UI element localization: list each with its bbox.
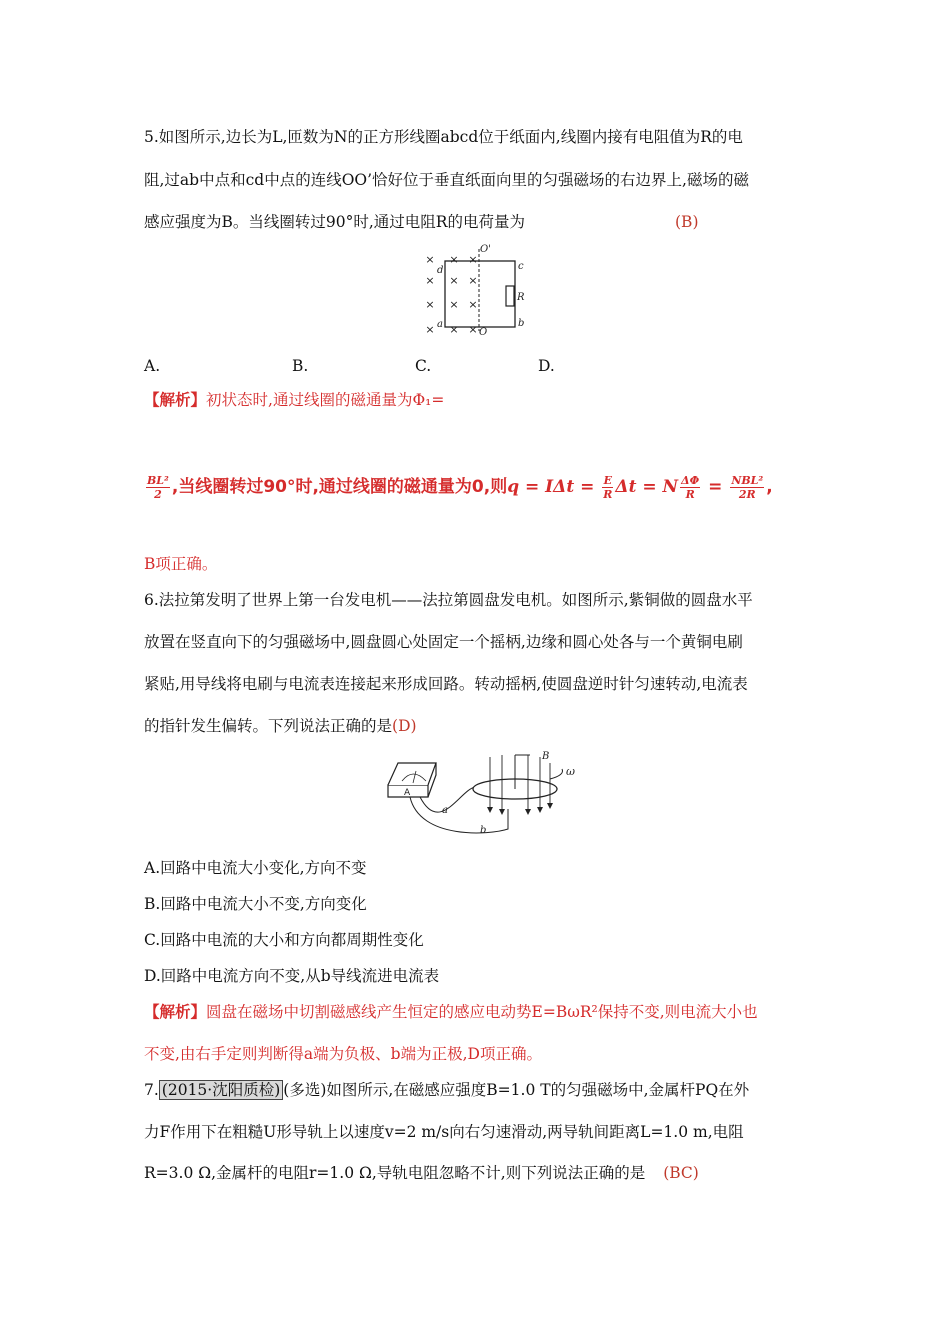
cross-mark: × [425, 253, 435, 266]
cross-mark: × [425, 274, 435, 287]
cross-mark: × [425, 298, 435, 311]
q6-analysis-2: 不变,由右手定则判断得a端为负极、b端为正极,D项正确。 [144, 1045, 542, 1063]
q5-line-2: 阻,过ab中点和cd中点的连线OO’恰好位于垂直纸面向里的匀强磁场的右边界上,磁场的磁 [144, 171, 749, 189]
wire-label-b: b [480, 825, 487, 836]
label-o: O [479, 327, 488, 338]
analysis-text: 圆盘在磁场中切割磁感线产生恒定的感应电动势E=BωR²保持不变,则电流大小也 [206, 1003, 758, 1021]
q6-line-1: 6.法拉第发明了世界上第一台发电机——法拉第圆盘发电机。如图所示,紫铜做的圆盘水平 [144, 591, 753, 609]
q5-formula [144, 472, 773, 501]
q5-conclusion: B项正确。 [144, 555, 218, 573]
q5-line-1: 5.如图所示,边长为L,匝数为N的正方形线圈abcd位于纸面内,线圈内接有电阻值为R的电 [144, 128, 743, 146]
formula-eq: = [702, 477, 729, 497]
fraction-dphi-over-r: $\frac{\Delta\Phi}{R}$ [681, 473, 700, 501]
q6-line-3: 紧贴,用导线将电刷与电流表连接起来形成回路。转动摇柄,使圆盘逆时针匀速转动,电流表 [144, 675, 748, 693]
label-b: b [518, 318, 525, 329]
q6-answer: (D) [392, 717, 417, 735]
formula-end: , [766, 477, 773, 497]
q7-stem-1: (多选)如图所示,在磁感应强度B=1.0 T的匀强磁场中,金属杆PQ在外 [283, 1081, 750, 1099]
q6-line-4 [144, 716, 417, 736]
q5-option-d: D. [538, 357, 555, 375]
omega-label: ω [566, 765, 575, 778]
cross-mark: × [468, 253, 478, 266]
cross-mark: × [468, 298, 478, 311]
cross-mark: × [449, 298, 459, 311]
q6-stem-end: 的指针发生偏转。下列说法正确的是 [144, 717, 393, 735]
q5-analysis [144, 390, 444, 410]
q7-number: 7. [144, 1081, 159, 1099]
analysis-text: 初状态时,通过线圈的磁通量为Φ₁= [206, 391, 445, 409]
q5-stem-end: 感应强度为B。当线圈转过90°时,通过电阻R的电荷量为 [144, 213, 525, 231]
cross-mark: × [468, 323, 478, 336]
q5-option-b: B. [292, 357, 309, 375]
fraction-nbl2-over-2r: $\frac{\text{NBL²}}{2R}$ [731, 473, 764, 501]
q6-option-b: B.回路中电流大小不变,方向变化 [144, 895, 367, 913]
q5-option-c: C. [415, 357, 432, 375]
q5-option-a: A. [144, 357, 161, 375]
formula-q: q = IΔt = [507, 477, 601, 497]
fraction-bl2-over-2: $\frac{\text{BL²}}{2}$ [147, 473, 169, 501]
q7-stem-3: R=3.0 Ω,金属杆的电阻r=1.0 Ω,导轨电阻忽略不计,则下列说法正确的是 [144, 1164, 646, 1182]
q7-line-1 [144, 1080, 749, 1100]
cross-mark: × [425, 323, 435, 336]
q6-line-2: 放置在竖直向下的匀强磁场中,圆盘圆心处固定一个摇柄,边缘和圆心处各与一个黄铜电刷 [144, 633, 743, 651]
q5-line-3 [144, 212, 699, 232]
analysis-tag: 【解析】 [144, 390, 207, 409]
q6-analysis-1 [144, 1002, 758, 1022]
q5-coil-figure [418, 243, 538, 343]
wire-label-a: a [442, 805, 448, 816]
cross-mark: × [449, 323, 459, 336]
label-d: d [437, 265, 444, 276]
label-r: R [517, 292, 525, 303]
ammeter-label: A [404, 788, 411, 798]
fraction-e-over-r: $\frac{E}{R}$ [603, 473, 613, 501]
q7-answer: (BC) [663, 1164, 699, 1182]
analysis-tag: 【解析】 [144, 1002, 207, 1021]
label-a: a [437, 319, 443, 330]
q7-line-2: 力F作用下在粗糙U形导轨上以速度v=2 m/s向右匀速滑动,两导轨间距离L=1.0 m,电阻 [144, 1123, 744, 1141]
field-label-b: B [542, 751, 550, 762]
q6-disk-generator-figure [380, 745, 580, 845]
q6-option-a: A.回路中电流大小变化,方向不变 [144, 859, 367, 877]
formula-mid: Δt = N [615, 477, 679, 497]
label-o-prime: O' [480, 244, 491, 255]
q5-answer: (B) [675, 213, 699, 231]
q7-source: (2015·沈阳质检) [159, 1080, 283, 1100]
label-c: c [518, 261, 524, 272]
q7-line-3 [144, 1163, 699, 1183]
cross-mark: × [449, 253, 459, 266]
cross-mark: × [468, 274, 478, 287]
q6-option-c: C.回路中电流的大小和方向都周期性变化 [144, 931, 424, 949]
cross-mark: × [449, 274, 459, 287]
q6-option-d: D.回路中电流方向不变,从b导线流进电流表 [144, 967, 440, 985]
formula-text: ,当线圈转过90°时,通过线圈的磁通量为0,则 [171, 477, 508, 497]
